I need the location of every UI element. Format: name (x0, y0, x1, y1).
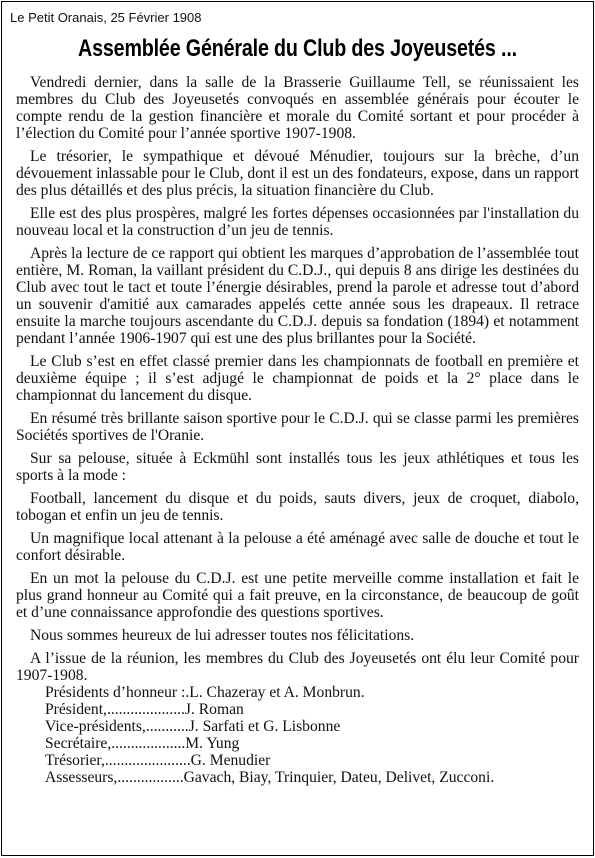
officer-names: ...........J. Sarfati et G. Lisbonne (145, 718, 341, 735)
newspaper-source: Le Petit Oranais, 25 Février 1908 (10, 10, 202, 25)
officer-names: ....................J. Roman (106, 701, 244, 718)
paragraph: Football, lancement du disque et du poids, sauts divers, jeux de croquet, diabolo, tobogan et enfin un jeu de tennis. (16, 490, 579, 524)
paragraph: Vendredi dernier, dans la salle de la Brasserie Guillaume Tell, se réunissaient les membres du Club des Joyeusetés convoqués en assemblée générais pour écouter le compte rendu de la gestion financière et morale du Comité sortant et pour procéder à l’élection du Comité pour l’année sportive 1907-1908. (16, 74, 579, 142)
paragraph: En un mot la pelouse du C.D.J. est une petite merveille comme installation et fait le plus grand honneur au Comité qui a fait preuve, en la circonstance, de beaucoup de goût et d’une connaissance approfondie des questions sportives. (16, 570, 579, 621)
paragraph: En résumé très brillante saison sportive pour le C.D.J. qui se classe parmi les premières Sociétés sportives de l'Oranie. (16, 410, 579, 444)
paragraph: A l’issue de la réunion, les membres du Club des Joyeusetés ont élu leur Comité pour 1907-1908. (16, 650, 579, 684)
officer-role: Assesseurs, (45, 769, 118, 786)
officer-names: ...................M. Yung (111, 735, 240, 752)
paragraph: Après la lecture de ce rapport qui obtient les marques d’approbation de l’assemblée tout entière, M. Roman, la vaillant président du C.D.J., qui depuis 8 ans dirige les destinées du Club avec tout le tact et toute l’énergie désirables, prend la parole et adresse tout d’abord un souvenir d'amitié aux camarades appelés cette année sous les drapeaux. Il retrace ensuite la marche toujours ascendante du C.D.J. depuis sa fondation (1894) et notamment pendant l’année 1906-1907 qui est une des plus brillantes pour la Société. (16, 245, 579, 347)
officer-row (45, 718, 579, 735)
article-title: Assemblée Générale du Club des Joyeusetés ... (78, 35, 517, 62)
officer-row (45, 769, 579, 786)
officer-role: Secrétaire, (45, 735, 112, 752)
officer-names: ......................G. Menudier (104, 752, 271, 769)
officer-role: Présidents d’honneur : (45, 684, 186, 701)
article-body (16, 74, 579, 786)
paragraph: Nous sommes heureux de lui adresser toutes nos félicitations. (30, 627, 415, 644)
officer-role: Président, (45, 701, 107, 718)
officer-row (45, 701, 579, 718)
article-page (1, 1, 594, 856)
officer-row (45, 684, 579, 701)
officer-list (16, 684, 579, 786)
officer-role: Vice-présidents, (45, 718, 146, 735)
officer-names: .................Gavach, Biay, Trinquier, Dateu, Delivet, Zucconi. (117, 769, 495, 786)
officer-names: .L. Chazeray et A. Monbrun. (185, 684, 365, 701)
paragraph: Un magnifique local attenant à la pelouse a été aménagé avec salle de douche et tout le confort désirable. (16, 530, 579, 564)
paragraph: Le Club s’est en effet classé premier dans les championnats de football en première et deuxième équipe ; il s’est adjugé le championnat de poids et la 2° place dans le championnat du lancement du disque. (16, 353, 579, 404)
paragraph: Le trésorier, le sympathique et dévoué Ménudier, toujours sur la brèche, d’un dévouement inlassable pour le Club, dont il est un des fondateurs, expose, dans un rapport des plus détaillés et des plus précis, la situation financière du Club. (16, 148, 579, 199)
officer-role: Trésorier, (45, 752, 105, 769)
paragraph: Sur sa pelouse, située à Eckmühl sont installés tous les jeux athlétiques et tous les sports à la mode : (16, 450, 579, 484)
paragraph: Elle est des plus prospères, malgré les fortes dépenses occasionnées par l'installation du nouveau local et la construction d’un jeu de tennis. (16, 205, 579, 239)
officer-row (45, 735, 579, 752)
officer-row (45, 752, 579, 769)
